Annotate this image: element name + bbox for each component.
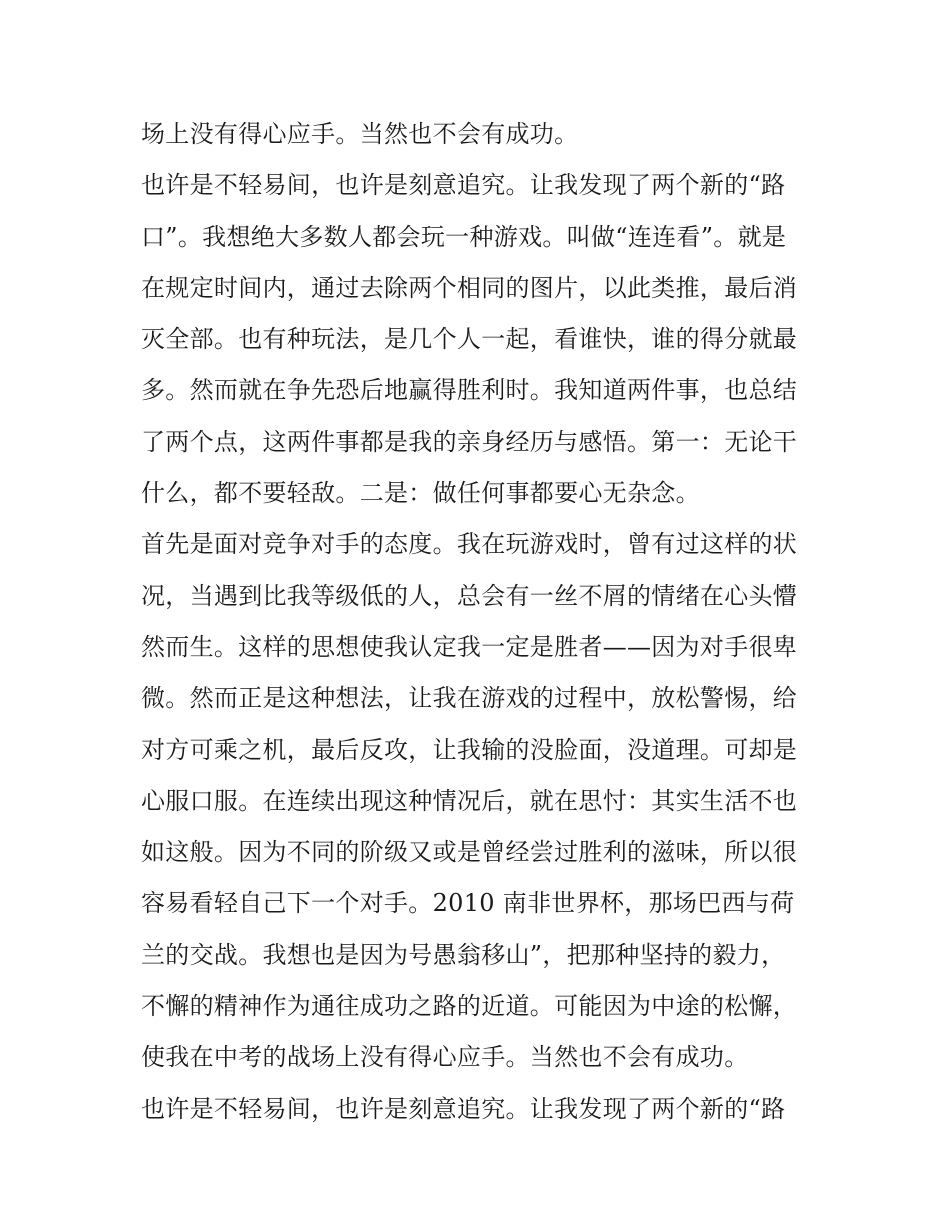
text-line: 了两个点，这两件事都是我的亲身经历与感悟。第一：无论干 bbox=[141, 427, 798, 456]
text-line: 容易看轻自己下一个对手。2010 南非世界杯，那场巴西与荷 bbox=[141, 889, 795, 918]
text-line: 口”。我想绝大多数人都会玩一种游戏。叫做“连连看”。就是 bbox=[141, 222, 787, 251]
text-line: 场上没有得心应手。当然也不会有成功。 bbox=[141, 120, 579, 148]
text-line: 灭全部。也有种玩法，是几个人一起，看谁快，谁的得分就最 bbox=[141, 325, 798, 354]
text-line: 微。然而正是这种想法，让我在游戏的过程中，放松警惕，给 bbox=[141, 684, 798, 713]
text-line: 心服口服。在连续出现这种情况后，就在思忖：其实生活不也 bbox=[141, 786, 798, 815]
text-line: 不懈的精神作为通往成功之路的近道。可能因为中途的松懈， bbox=[141, 992, 798, 1021]
text-line: 什么，都不要轻敌。二是：做任何事都要心无杂念。 bbox=[141, 479, 700, 508]
body-text bbox=[141, 109, 813, 1135]
text-line: 多。然而就在争先恐后地赢得胜利时。我知道两件事，也总结 bbox=[141, 376, 798, 405]
text-line: 对方可乘之机，最后反攻，让我输的没脸面，没道理。可却是 bbox=[141, 735, 798, 764]
text-line: 使我在中考的战场上没有得心应手。当然也不会有成功。 bbox=[141, 1043, 749, 1072]
text-line: 在规定时间内，通过去除两个相同的图片，以此类推，最后消 bbox=[141, 273, 798, 302]
text-line: 首先是面对竞争对手的态度。我在玩游戏时，曾有过这样的状 bbox=[141, 530, 798, 559]
text-line: 然而生。这样的思想使我认定我一定是胜者——因为对手很卑 bbox=[141, 632, 798, 661]
text-line: 兰的交战。我想也是因为号愚翁移山”，把那种坚持的毅力， bbox=[141, 940, 786, 969]
text-line: 如这般。因为不同的阶级又或是曾经尝过胜利的滋味，所以很 bbox=[141, 838, 798, 867]
text-line: 也许是不轻易间，也许是刻意追究。让我发现了两个新的“路 bbox=[141, 1094, 786, 1123]
text-line: 况，当遇到比我等级低的人，总会有一丝不屑的情绪在心头懵 bbox=[141, 581, 798, 610]
text-line: 也许是不轻易间，也许是刻意追究。让我发现了两个新的“路 bbox=[141, 171, 786, 200]
